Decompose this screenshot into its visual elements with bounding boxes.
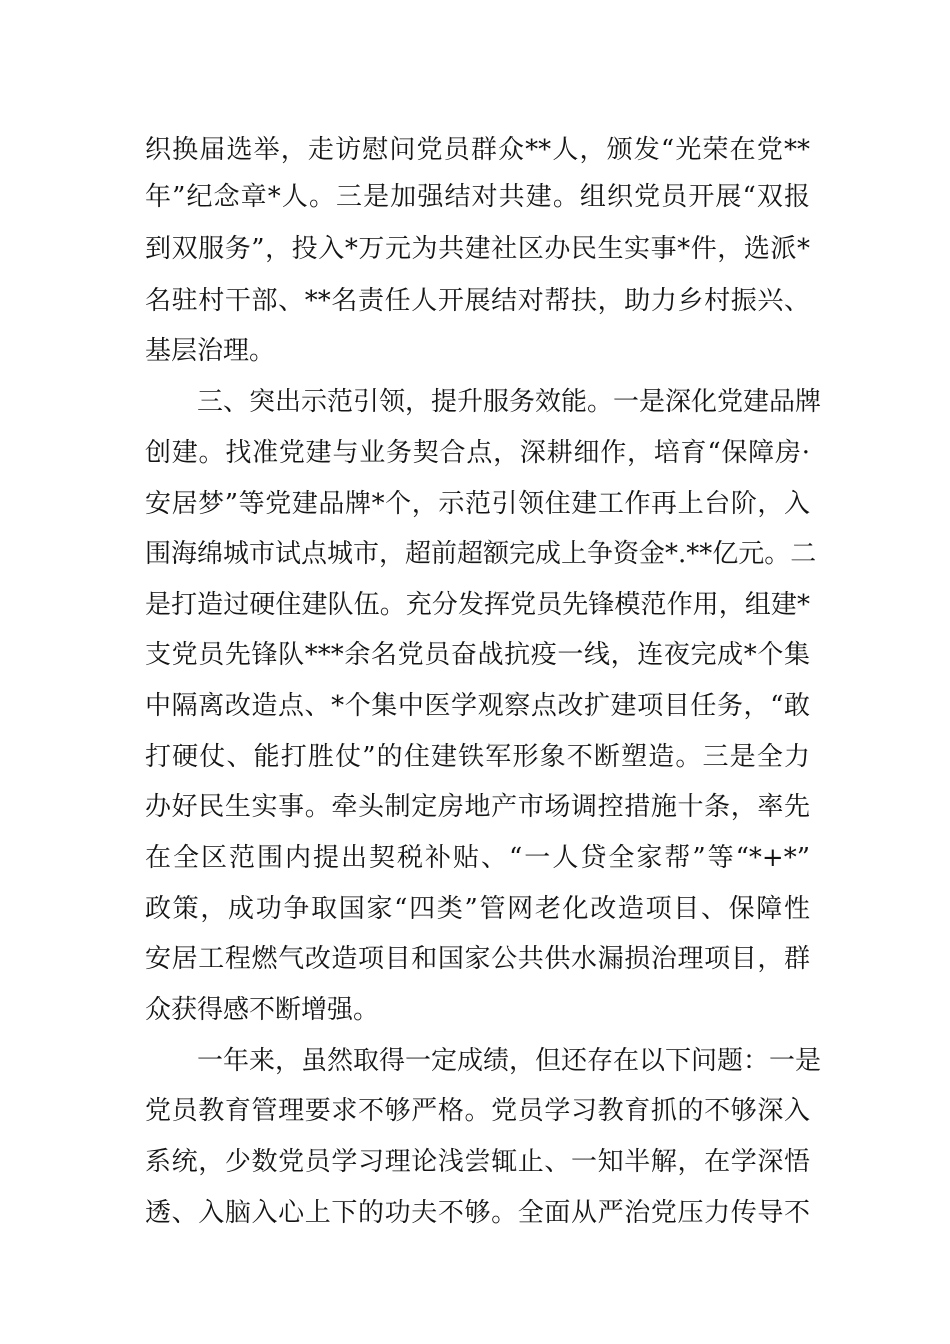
- text-line: 安居工程燃气改造项目和国家公共供水漏损治理项目，群: [145, 944, 810, 974]
- text-line: 打硬仗、能打胜仗”的住建铁军形象不断塑造。三是全力: [145, 742, 810, 772]
- text-line: 围海绵城市试点城市，超前超额完成上争资金*.**亿元。二: [145, 539, 817, 569]
- text-line: 办好民生实事。牵头制定房地产市场调控措施十条，率先: [145, 792, 810, 822]
- text-line: 中隔离改造点、*个集中医学观察点改扩建项目任务，“敢: [145, 691, 810, 721]
- text-line: 支党员先锋队***余名党员奋战抗疫一线，连夜完成*个集: [145, 640, 810, 670]
- text-line: 创建。找准党建与业务契合点，深耕细作，培育“保障房·: [145, 438, 810, 468]
- text-line: 众获得感不断增强。: [145, 995, 380, 1025]
- text-line: 系统，少数党员学习理论浅尝辄止、一知半解，在学深悟: [145, 1147, 810, 1177]
- text-line: 透、入脑入心上下的功夫不够。全面从严治党压力传导不: [145, 1198, 810, 1228]
- text-line: 基层治理。: [145, 336, 276, 366]
- text-line: 年”纪念章*人。三是加强结对共建。组织党员开展“双报: [145, 182, 810, 212]
- text-line: 党员教育管理要求不够严格。党员学习教育抓的不够深入: [145, 1096, 810, 1126]
- text-line: 到双服务”，投入*万元为共建社区办民生实事*件，选派*: [145, 234, 810, 264]
- text-line: 名驻村干部、**名责任人开展结对帮扶，助力乡村振兴、: [145, 286, 810, 316]
- text-line: 是打造过硬住建队伍。充分发挥党员先锋模范作用，组建*: [145, 590, 810, 620]
- text-line: 织换届选举，走访慰问党员群众**人，颁发“光荣在党**: [145, 135, 810, 165]
- text-line: 政策，成功争取国家“四类”管网老化改造项目、保障性: [145, 894, 810, 924]
- text-line: 一年来，虽然取得一定成绩，但还存在以下问题：一是: [145, 1046, 822, 1076]
- text-line: 在全区范围内提出契税补贴、“一人贷全家帮”等“*+*”: [145, 843, 810, 873]
- text-line: 安居梦”等党建品牌*个，示范引领住建工作再上台阶，入: [145, 489, 810, 519]
- text-line: 三、突出示范引领，提升服务效能。一是深化党建品牌: [145, 387, 822, 417]
